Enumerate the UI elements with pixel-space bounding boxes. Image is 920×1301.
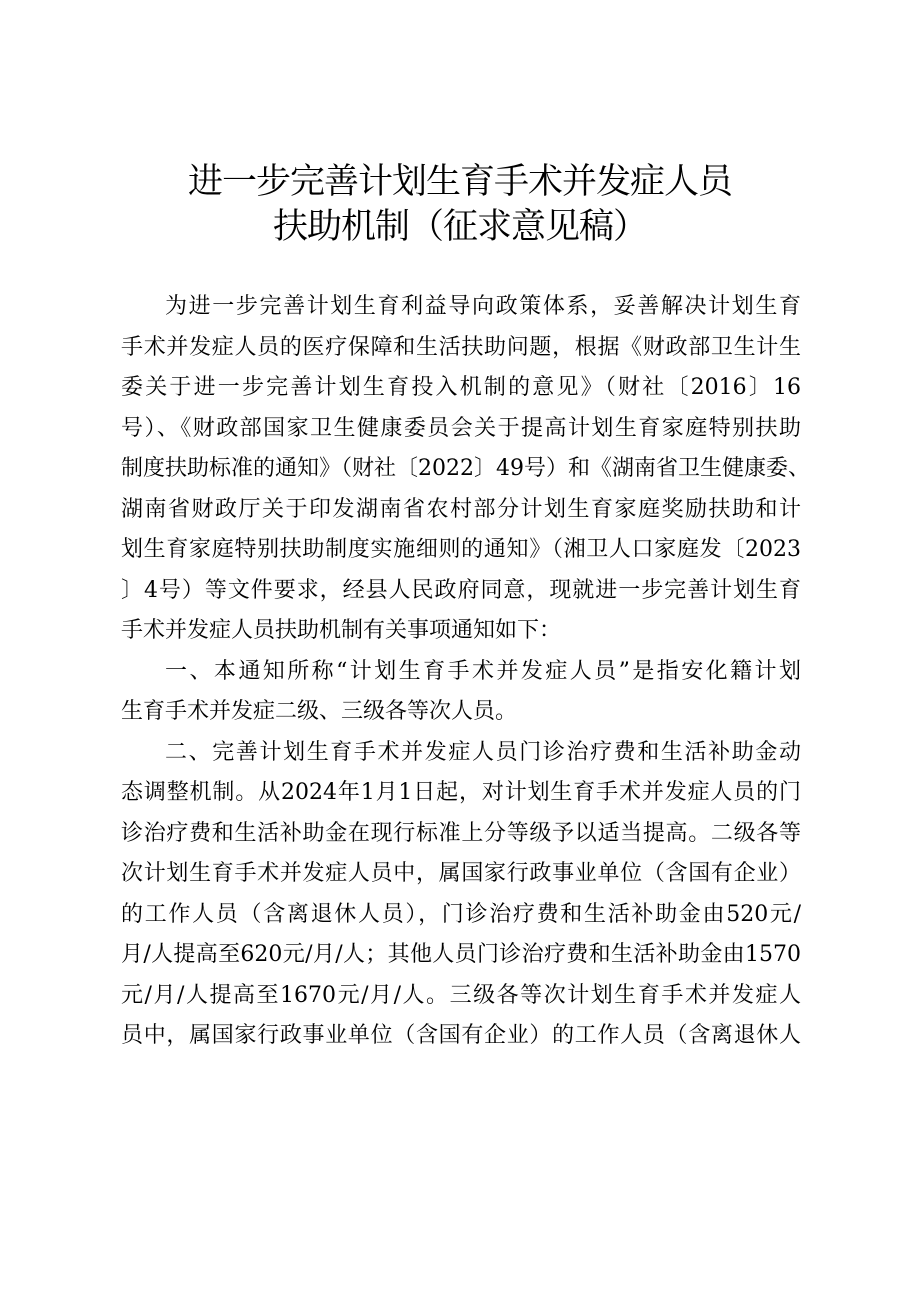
paragraph-section-1 bbox=[121, 652, 801, 733]
paragraph-section-2 bbox=[121, 733, 801, 1057]
text-line: 生育手术并发症二级、三级各等次人员。 bbox=[121, 699, 518, 724]
text-line: 员中，属国家行政事业单位（含国有企业）的工作人员（含离退休人 bbox=[121, 1023, 801, 1048]
text-line: 次计划生育手术并发症人员中，属国家行政事业单位（含国有企业） bbox=[121, 861, 801, 886]
paragraph-intro bbox=[121, 287, 810, 652]
text-line: 划生育家庭特别扶助制度实施细则的通知》（湘卫人口家庭发〔2023 bbox=[121, 537, 801, 562]
text-line: 态调整机制。从2024年1月1日起，对计划生育手术并发症人员的门 bbox=[121, 780, 802, 805]
text-line: 月/人提高至620元/月/人；其他人员门诊治疗费和生活补助金由1570 bbox=[121, 942, 801, 967]
document-body bbox=[121, 287, 810, 1057]
text-line: 诊治疗费和生活补助金在现行标准上分等级予以适当提高。二级各等 bbox=[121, 820, 801, 846]
text-line: 号）、《财政部国家卫生健康委员会关于提高计划生育家庭特别扶助 bbox=[121, 415, 801, 441]
text-line: 制度扶助标准的通知》（财社〔2022〕49号）和《湖南省卫生健康委、 bbox=[121, 456, 810, 481]
title-line-2: 扶助机制（征求意见稿） bbox=[272, 207, 647, 247]
document-title bbox=[0, 160, 920, 250]
text-line: 委关于进一步完善计划生育投入机制的意见》（财社〔2016〕16 bbox=[121, 375, 801, 400]
text-line: 元/月/人提高至1670元/月/人。三级各等次计划生育手术并发症人 bbox=[121, 982, 801, 1008]
text-line: 二、完善计划生育手术并发症人员门诊治疗费和生活补助金动 bbox=[165, 739, 801, 765]
text-line: 手术并发症人员扶助机制有关事项通知如下： bbox=[121, 618, 562, 643]
text-line: 湖南省财政厅关于印发湖南省农村部分计划生育家庭奖励扶助和计 bbox=[121, 496, 801, 522]
text-line: 的工作人员（含离退休人员），门诊治疗费和生活补助金由520元/ bbox=[121, 901, 801, 927]
text-line: 为进一步完善计划生育利益导向政策体系，妥善解决计划生育 bbox=[165, 294, 801, 319]
text-line: 一、本通知所称“计划生育手术并发症人员”是指安化籍计划 bbox=[165, 658, 801, 684]
text-line: 〕4号）等文件要求，经县人民政府同意，现就进一步完善计划生育 bbox=[121, 577, 801, 603]
text-line: 手术并发症人员的医疗保障和生活扶助问题，根据《财政部卫生计生 bbox=[121, 334, 801, 360]
title-line-1: 进一步完善计划生育手术并发症人员 bbox=[187, 162, 732, 202]
